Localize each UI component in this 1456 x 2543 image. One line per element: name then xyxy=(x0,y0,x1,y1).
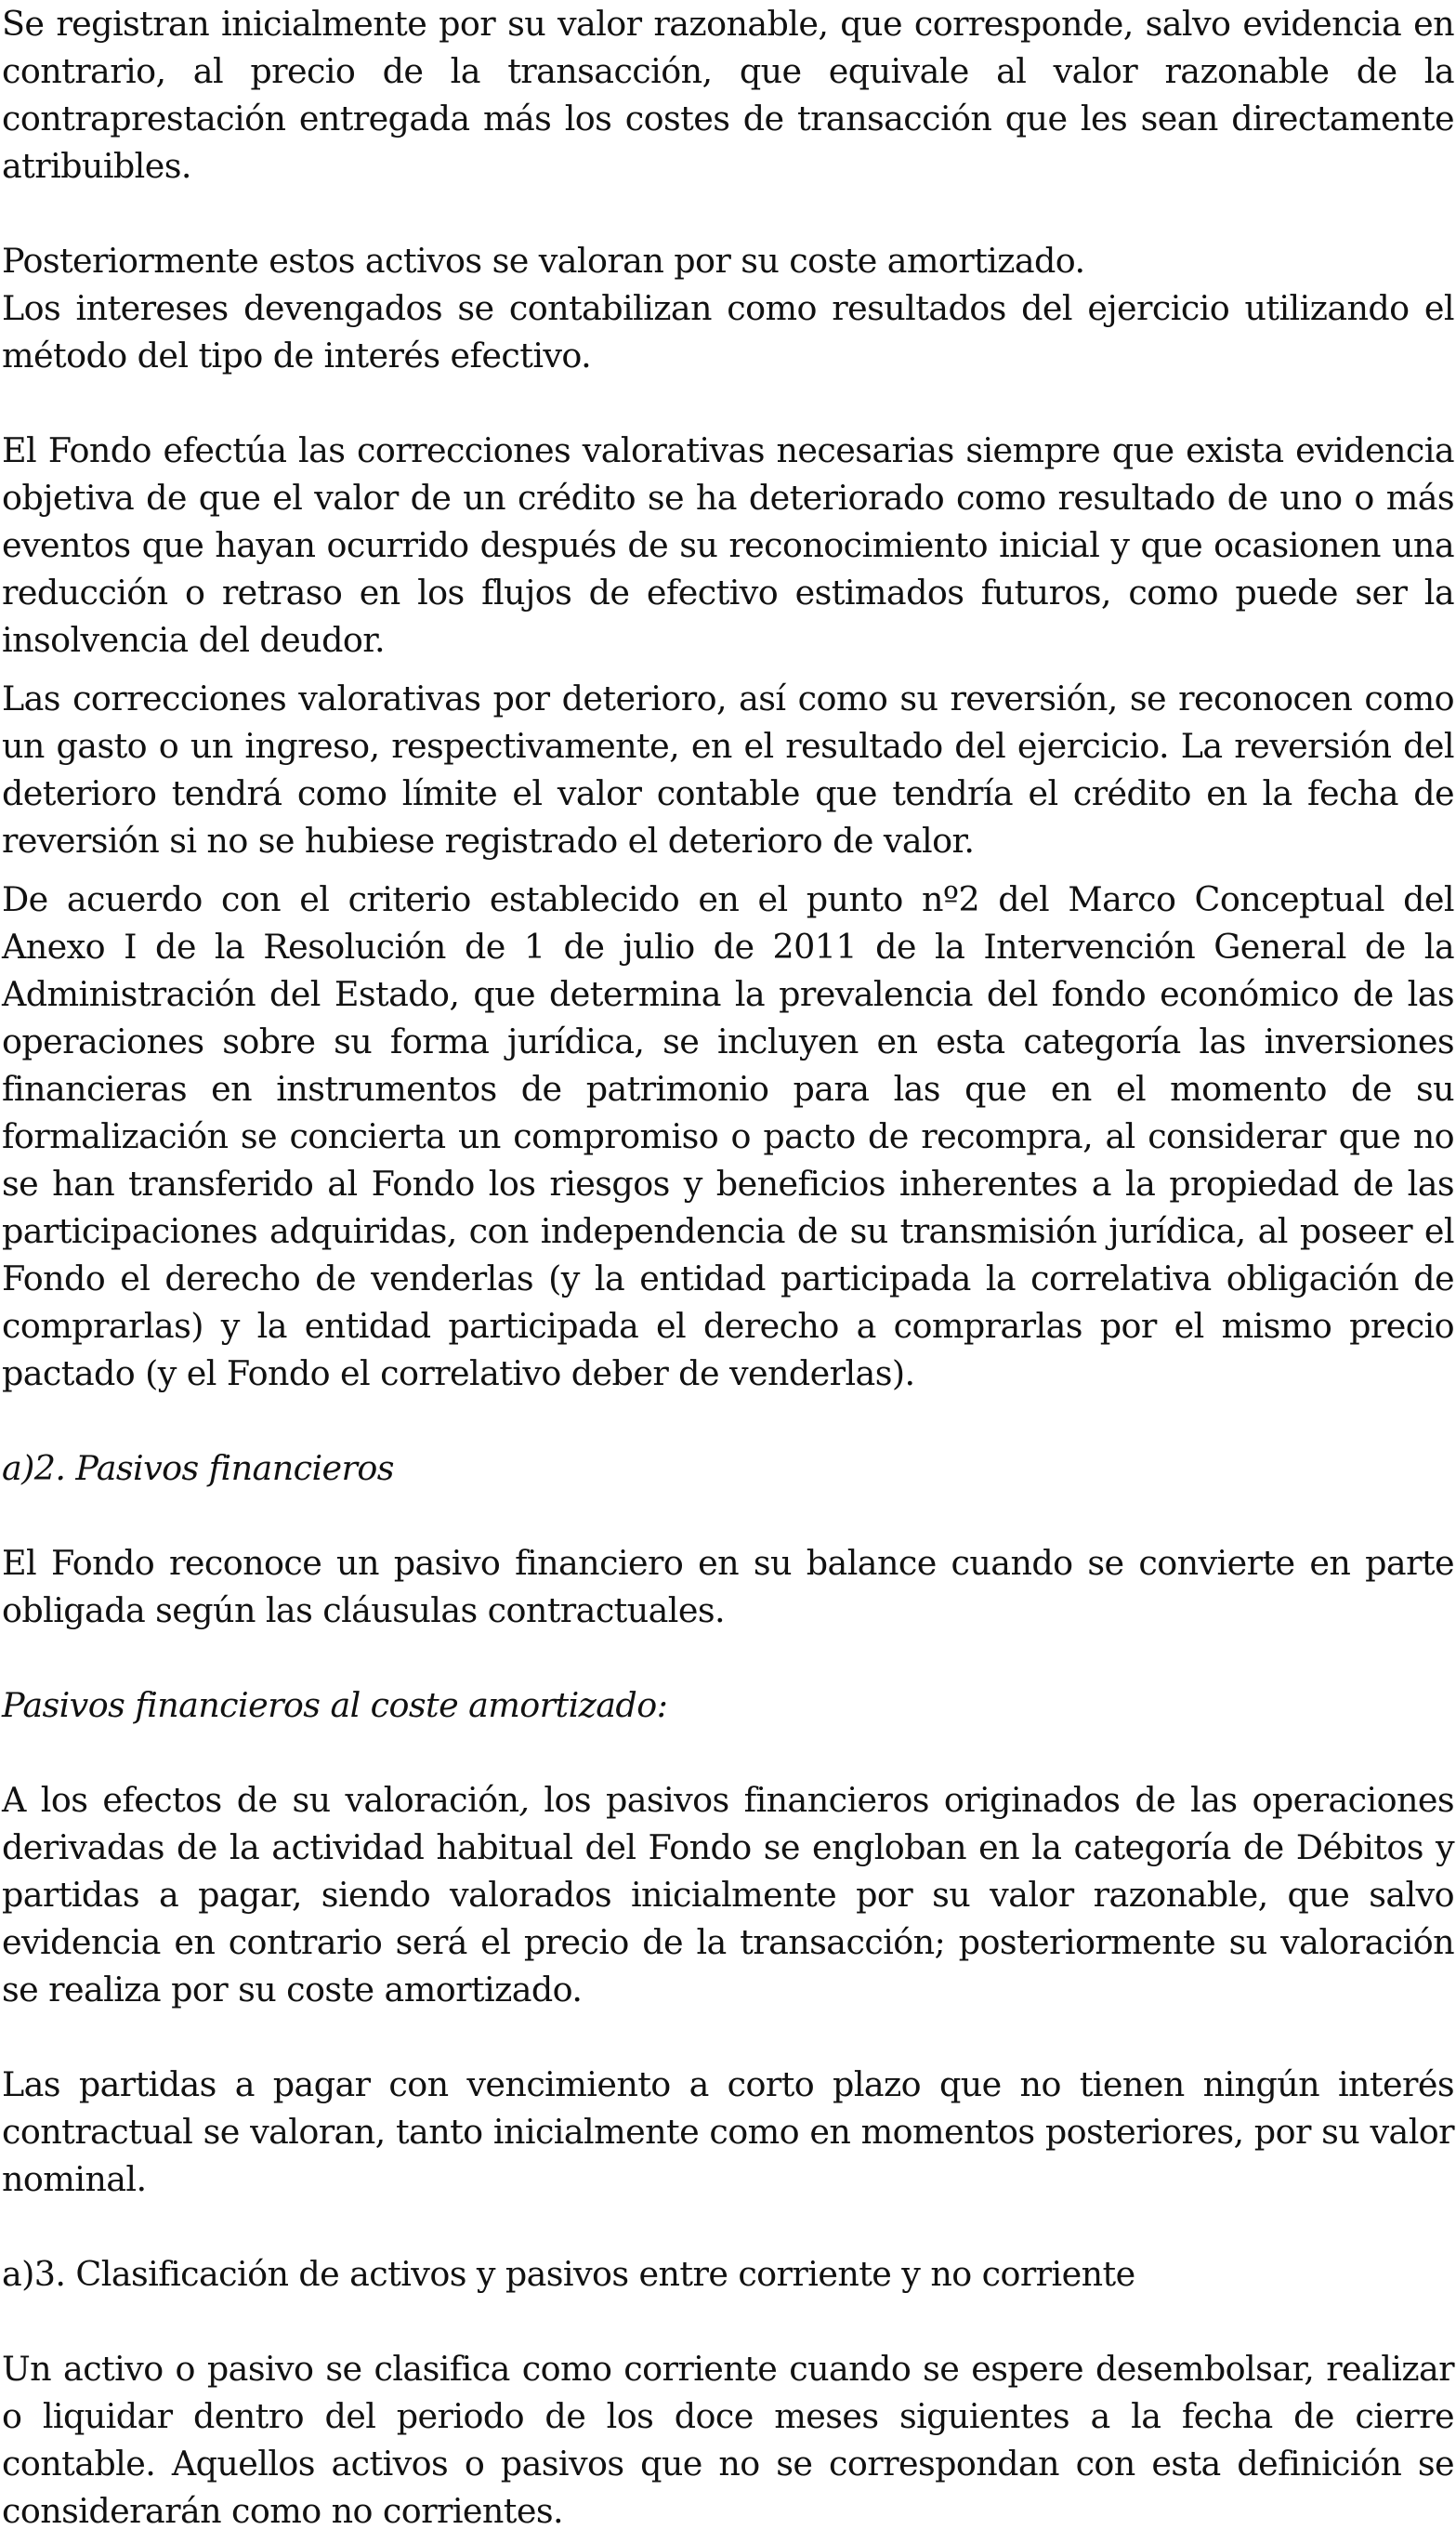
spacer xyxy=(2,664,1454,675)
spacer xyxy=(2,1397,1454,1444)
paragraph-amortized-cost: Posteriormente estos activos se valoran por su coste amortizado. xyxy=(2,241,1085,281)
valuation-lead: A los efectos de su valoración xyxy=(2,1780,519,1820)
spacer xyxy=(2,1492,1454,1539)
spacer xyxy=(2,864,1454,876)
paragraph-short-term-payables: Las partidas a pagar con vencimiento a corto plazo que no tienen ningún interés contractual se valoran, tanto inicialmente como en momentos posteriores, por su valor nominal. xyxy=(2,2064,1454,2199)
paragraph-initial-recognition: Se registran inicialmente por su valor razonable, que corresponde, salvo evidencia en contrario, al precio de la transacción, que equivale al valor razonable de la contraprestación entregada más los costes de transacción que les sean directamente atribuibles. xyxy=(2,4,1454,186)
valuation-comma: , xyxy=(518,1780,530,1820)
spacer xyxy=(2,190,1454,237)
spacer xyxy=(2,379,1454,427)
spacer xyxy=(2,2203,1454,2250)
spacer xyxy=(2,2013,1454,2061)
paragraph-liability-valuation xyxy=(2,1776,1454,2013)
spacer xyxy=(2,1634,1454,1681)
paragraph-interest-accrued: Los intereses devengados se contabilizan como resultados del ejercicio utilizando el método del tipo de interés efectivo. xyxy=(2,288,1454,376)
paragraph-conceptual-framework: De acuerdo con el criterio establecido en el punto nº2 del Marco Conceptual del Anexo I de la Resolución de 1 de julio de 2011 de la Intervención General de la Administración del Estado, que determina la prevalencia del fondo económico de las operaciones sobre su forma jurídica, se incluyen en esta categoría las inversiones financieras en instrumentos de patrimonio para las que en el momento de su formalización se concierta un compromiso o pacto de recompra, al considerar que no se han transferido al Fondo los riesgos y beneficios inherentes a la propiedad de las participaciones adquiridas, con independencia de su transmisión jurídica, al poseer el Fondo el derecho de venderlas (y la entidad participada la correlativa obligación de comprarlas) y la entidad participada el derecho a comprarlas por el mismo precio pactado (y el Fondo el correlativo deber de venderlas). xyxy=(2,879,1454,1393)
heading-liabilities-amortized-cost: Pasivos financieros al coste amortizado: xyxy=(2,1685,668,1725)
paragraph-impairment: El Fondo efectúa las correcciones valorativas necesarias siempre que exista evidencia objetiva de que el valor de un crédito se ha deteriorado como resultado de uno o más eventos que hayan ocurrido después de su reconocimiento inicial y que ocasionen una reducción o retraso en los flujos de efectivo estimados futuros, como puede ser la insolvencia del deudor. xyxy=(2,430,1454,660)
paragraph-impairment-reversal: Las correcciones valorativas por deterioro, así como su reversión, se reconocen como un gasto o un ingreso, respectivamente, en el resultado del ejercicio. La reversión del deterioro tendrá como límite el valor contable que tendría el crédito en la fecha de reversión si no se hubiese registrado el deterioro de valor. xyxy=(2,679,1454,861)
valuation-rest: los pasivos financieros originados de las operaciones derivadas de la actividad habitual del Fondo se engloban en la categoría de Débitos y partidas a pagar, siendo valorados inicialmente por su valor razonable, que salvo evidencia en contrario será el precio de la transacción; posteriormente su valoración se realiza por su coste amortizado. xyxy=(2,1780,1454,2009)
heading-classification: a)3. Clasificación de activos y pasivos entre corriente y no corriente xyxy=(2,2254,1135,2294)
spacer xyxy=(2,1729,1454,1776)
paragraph-liability-recognition: El Fondo reconoce un pasivo financiero en su balance cuando se convierte en parte obligada según las cláusulas contractuales. xyxy=(2,1543,1454,1630)
heading-financial-liabilities: a)2. Pasivos financieros xyxy=(2,1448,394,1488)
spacer xyxy=(2,2298,1454,2345)
paragraph-current-noncurrent: Un activo o pasivo se clasifica como corriente cuando se espere desembolsar, realizar o liquidar dentro del periodo de los doce meses siguientes a la fecha de cierre contable. Aquellos activos o pasivos que no se correspondan con esta definición se considerarán como no corrientes. xyxy=(2,2349,1454,2531)
